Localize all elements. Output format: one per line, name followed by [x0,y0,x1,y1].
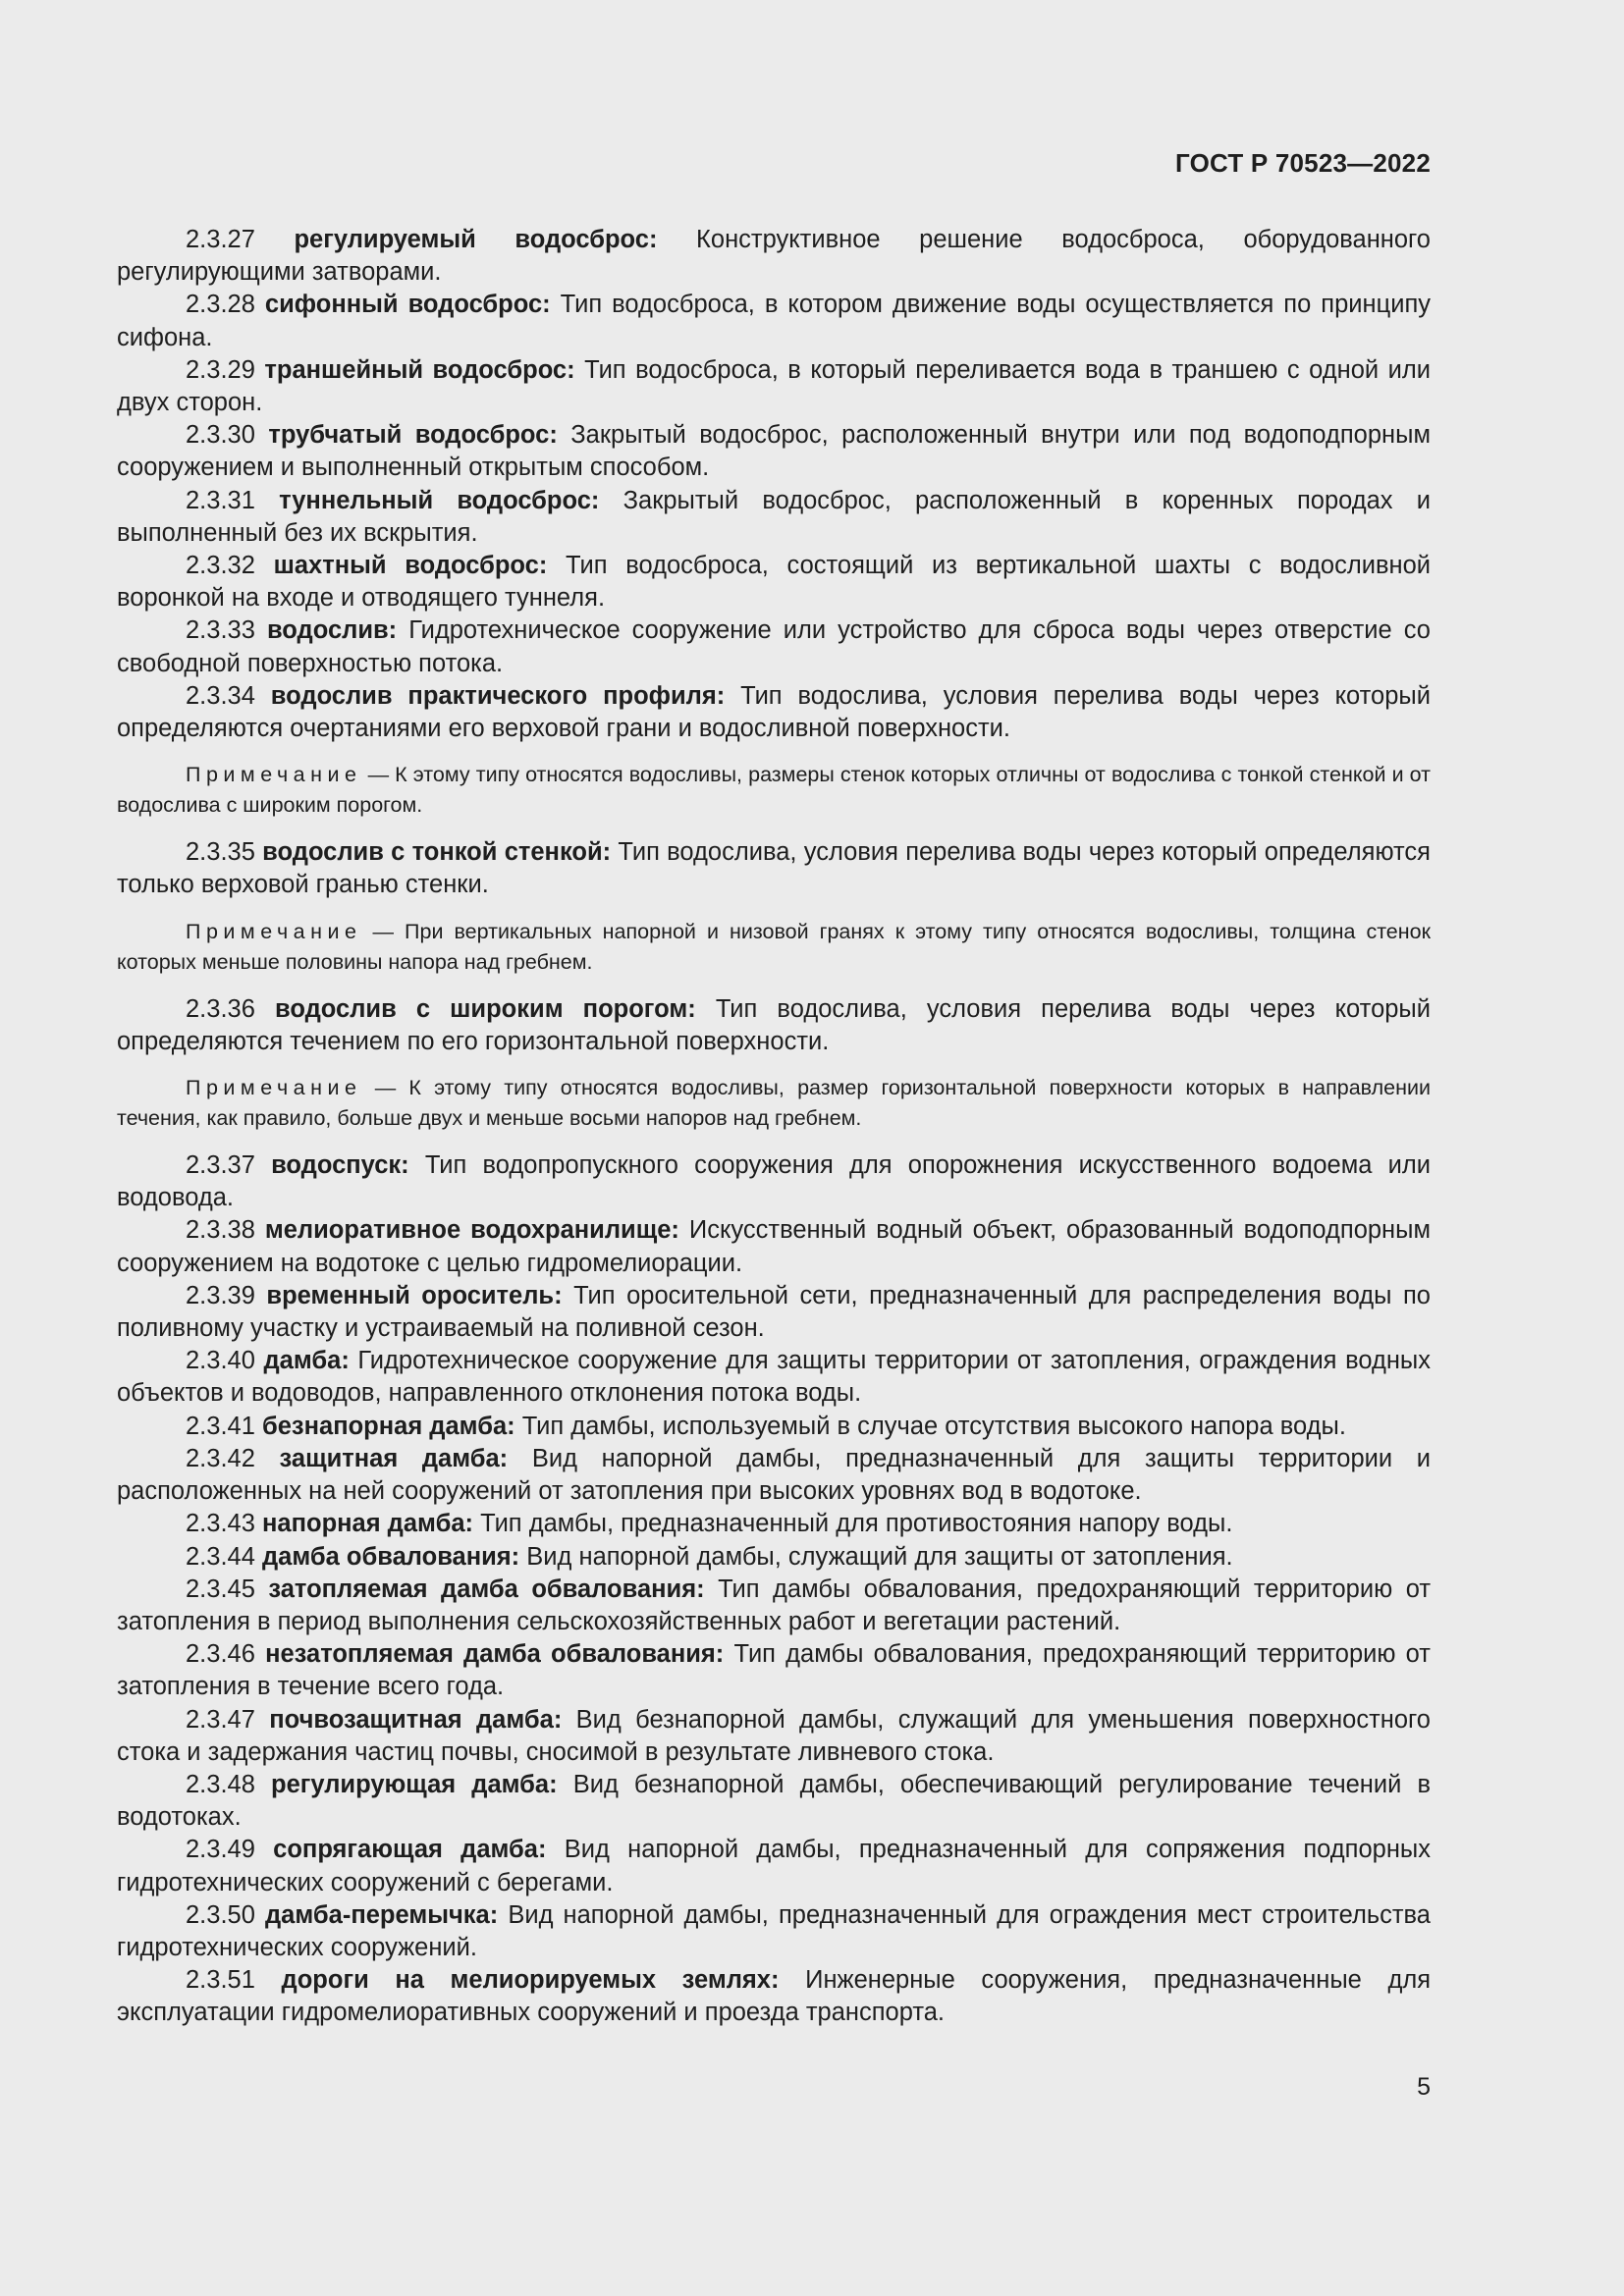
entry-term: временный ороситель: [266,1281,563,1309]
term-entry-2-3-32 [117,550,1431,614]
term-entry-2-3-49 [117,1834,1431,1898]
entry-number: 2.3.29 [186,355,255,384]
term-entry-2-3-36 [117,993,1431,1058]
entry-definition: Вид напорной дамбы, предназначенный для сопряжения подпорных гидротехнических сооружений с берегами. [117,1836,1431,1896]
entry-term: шахтный водосброс: [273,552,548,580]
term-entry-2-3-46 [117,1638,1431,1703]
note-2-3-34 [117,760,1431,821]
note-text: При вертикальных напорной и низовой гранях к этому типу относятся водосливы, толщина стенок которых меньше половины напора над гребнем. [117,919,1431,974]
note-text: К этому типу относятся водосливы, размеры стенок которых отличны от водослива с тонкой стенкой и от водослива с широким порогом. [117,763,1432,818]
entry-number: 2.3.40 [186,1347,255,1375]
entry-term: водоспуск: [271,1151,409,1180]
entry-number: 2.3.35 [186,838,255,867]
term-entry-2-3-30 [117,419,1431,484]
entry-term: сифонный водосброс: [264,291,551,319]
entry-definition: Тип дамбы, используемый в случае отсутствия высокого напора воды. [521,1412,1346,1440]
entry-definition: Гидротехническое сооружение или устройство для сброса воды через отверстие со свободной поверхностью потока. [117,616,1431,677]
entry-term: дороги на мелиорируемых землях: [281,1966,780,1995]
entry-term: незатопляемая дамба обвалования: [265,1640,725,1669]
note-dash: — [374,1076,397,1100]
entry-number: 2.3.48 [186,1770,255,1798]
term-entry-2-3-29 [117,354,1431,419]
term-entry-2-3-48 [117,1769,1431,1834]
entry-number: 2.3.43 [186,1510,255,1538]
entry-term: траншейный водосброс: [264,355,575,384]
term-entry-2-3-28 [117,289,1431,353]
entry-number: 2.3.51 [186,1966,255,1995]
note-label: Примечание [186,1076,362,1100]
entry-number: 2.3.44 [186,1542,255,1571]
entry-definition: Вид напорной дамбы, предназначенный для защиты территории и расположенных на ней сооружений от затопления при высоких уровнях вод в водотоке. [117,1444,1432,1506]
entry-definition: Тип водосброса, состоящий из вертикальной шахты с водосливной воронкой на входе и отводящего туннеля. [117,552,1431,613]
term-entry-2-3-50 [117,1899,1431,1964]
term-entry-2-3-31 [117,485,1431,550]
page-number: 5 [1417,2073,1431,2101]
entry-term: дамба обвалования: [262,1542,520,1571]
entry-definition: Тип дамбы, предназначенный для противостояния напору воды. [480,1510,1233,1538]
entry-term: безнапорная дамба: [262,1412,515,1440]
entry-number: 2.3.49 [186,1836,255,1864]
entry-number: 2.3.34 [186,681,255,710]
term-entry-2-3-38 [117,1214,1431,1279]
entry-term: сопрягающая дамба: [273,1836,547,1864]
entry-term: почвозащитная дамба: [269,1705,563,1734]
entry-number: 2.3.47 [186,1705,255,1734]
entry-term: туннельный водосброс: [279,486,600,514]
term-entry-2-3-33 [117,614,1431,679]
entry-term: дамба: [263,1347,350,1375]
entry-number: 2.3.28 [186,291,255,319]
term-entry-2-3-27 [117,224,1431,289]
entry-definition: Закрытый водосброс, расположенный в коренных породах и выполненный без их вскрытия. [117,486,1431,547]
document-header: ГОСТ Р 70523—2022 [1175,148,1431,178]
entry-definition: Тип дамбы обвалования, предохраняющий территорию от затопления в период выполнения сельскохозяйственных работ и вегетации растений. [117,1575,1432,1635]
entry-definition: Тип водосброса, в котором движение воды осуществляется по принципу сифона. [117,291,1432,351]
note-2-3-36 [117,1073,1431,1134]
entry-number: 2.3.31 [186,486,255,514]
entry-definition: Тип водослива, условия перелива воды через который определяются только верховой гранью стенки. [117,838,1431,899]
entry-number: 2.3.45 [186,1575,255,1603]
note-text: К этому типу относятся водосливы, размер горизонтальной поверхности которых в направлении течения, как правило, больше двух и меньше восьми напоров над гребнем. [117,1076,1431,1131]
term-entry-2-3-42 [117,1443,1431,1508]
entry-term: мелиоративное водохранилище: [264,1216,679,1245]
note-label: Примечание [186,763,362,787]
entry-number: 2.3.27 [186,226,255,253]
term-entry-2-3-44 [117,1541,1431,1574]
entry-number: 2.3.36 [186,994,255,1023]
entry-term: защитная дамба: [279,1444,509,1472]
entry-definition: Гидротехническое сооружение для защиты территории от затопления, ограждения водных объектов и водоводов, направленного отклонения потока воды. [117,1347,1431,1408]
entry-definition: Тип оросительной сети, предназначенный для распределения воды по поливному участку и устраиваемый на поливной сезон. [117,1281,1431,1343]
entry-term: регулирующая дамба: [271,1770,558,1798]
entry-definition: Инженерные сооружения, предназначенные для эксплуатации гидромелиоративных сооружений и проезда транспорта. [117,1966,1432,2027]
entry-definition: Тип водопропускного сооружения для опорожнения искусственного водоема или водовода. [117,1151,1431,1212]
note-2-3-35 [117,917,1431,978]
term-entry-2-3-37 [117,1149,1431,1214]
term-entry-2-3-47 [117,1704,1431,1769]
entry-number: 2.3.42 [186,1444,255,1472]
entry-definition: Вид безнапорной дамбы, обеспечивающий регулирование течений в водотоках. [117,1770,1431,1832]
entry-number: 2.3.32 [186,552,255,580]
entry-term: водослив с тонкой стенкой: [262,838,612,867]
entry-definition: Тип водослива, условия перелива воды через который определяются течением по его горизонтальной поверхности. [117,994,1432,1055]
document-body [117,224,1431,2030]
entry-term: водослив практического профиля: [270,681,726,710]
entry-number: 2.3.41 [186,1412,255,1440]
entry-definition: Тип водосброса, в который переливается вода в траншею с одной или двух сторон. [117,355,1431,417]
entry-number: 2.3.50 [186,1900,255,1929]
term-entry-2-3-35 [117,836,1431,901]
entry-definition: Закрытый водосброс, расположенный внутри или под водоподпорным сооружением и выполненный открытым способом. [117,421,1431,482]
entry-term: дамба-перемычка: [265,1900,499,1929]
entry-number: 2.3.46 [186,1640,255,1669]
entry-number: 2.3.37 [186,1151,255,1180]
note-label: Примечание [186,919,362,943]
term-entry-2-3-41 [117,1411,1431,1443]
entry-term: водослив с широким порогом: [275,994,696,1023]
entry-term: затопляемая дамба обвалования: [268,1575,705,1603]
entry-definition: Вид напорной дамбы, предназначенный для ограждения мест строительства гидротехнических сооружений. [117,1900,1431,1961]
entry-term: напорная дамба: [262,1510,474,1538]
term-entry-2-3-39 [117,1280,1431,1345]
entry-number: 2.3.33 [186,616,255,645]
entry-term: регулируемый водосброс: [294,226,658,253]
entry-definition: Тип дамбы обвалования, предохраняющий территорию от затопления в течение всего года. [117,1640,1431,1701]
term-entry-2-3-51 [117,1964,1431,2029]
entry-definition: Искусственный водный объект, образованный водоподпорным сооружением на водотоке с целью гидромелиорации. [117,1216,1431,1277]
note-dash: — [367,763,390,787]
term-entry-2-3-34 [117,680,1431,745]
note-dash: — [372,919,394,943]
entry-term: трубчатый водосброс: [268,421,558,450]
term-entry-2-3-45 [117,1574,1431,1638]
entry-number: 2.3.30 [186,421,255,450]
entry-term: водослив: [266,616,398,645]
entry-number: 2.3.39 [186,1281,255,1309]
term-entry-2-3-43 [117,1508,1431,1540]
term-entry-2-3-40 [117,1345,1431,1410]
entry-definition: Вид безнапорной дамбы, служащий для уменьшения поверхностного стока и задержания частиц почвы, сносимой в результате ливневого стока. [117,1705,1431,1766]
entry-number: 2.3.38 [186,1216,255,1245]
entry-definition: Вид напорной дамбы, служащий для защиты от затопления. [526,1542,1233,1571]
entry-definition: Тип водослива, условия перелива воды через который определяются очертаниями его верховой грани и водосливной поверхности. [117,681,1431,743]
entry-definition: Конструктивное решение водосброса, оборудованного регулирующими затворами. [117,226,1431,287]
